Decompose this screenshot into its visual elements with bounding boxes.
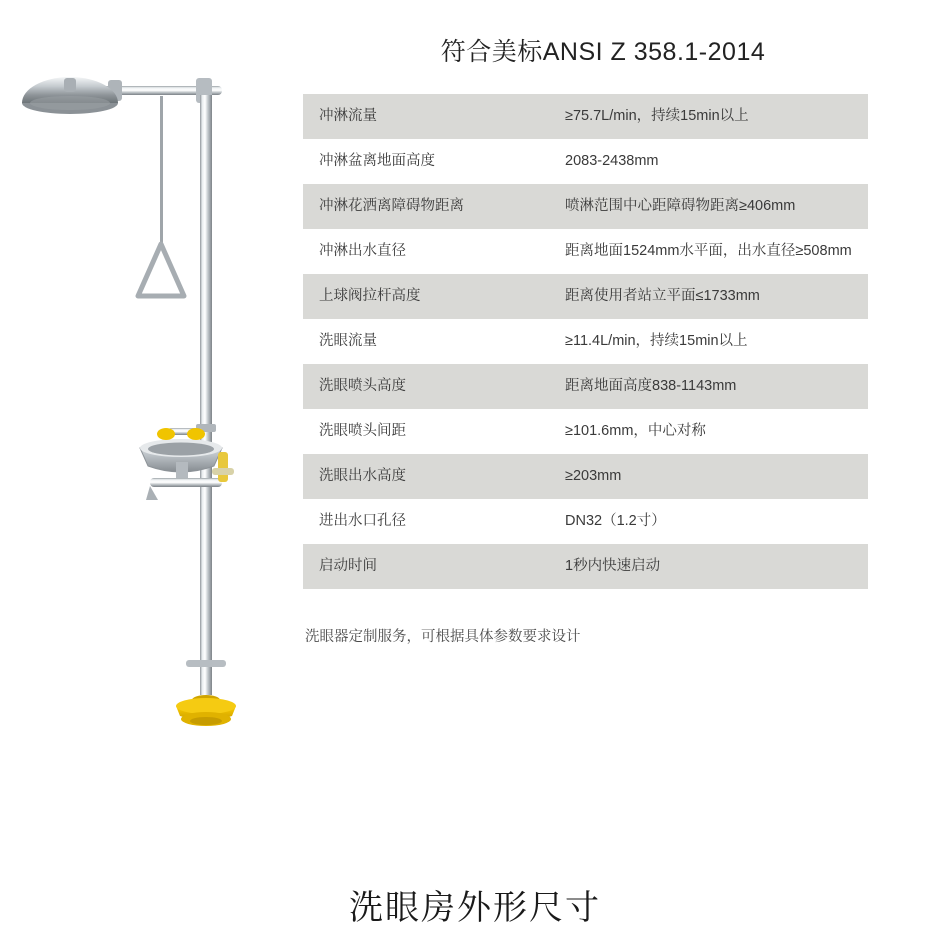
spec-key: 上球阀拉杆高度: [319, 288, 421, 305]
eyewash-lower-arm: [150, 478, 222, 487]
spec-table: [303, 94, 868, 589]
table-row: [303, 499, 868, 544]
product-image: [0, 0, 300, 800]
spec-value: 距离地面1524mm水平面，出水直径≥508mm: [565, 243, 852, 260]
shower-head-neck: [64, 78, 76, 92]
table-row: [303, 139, 868, 184]
spec-value: 喷淋范围中心距障碍物距离≥406mm: [565, 198, 796, 215]
standard-title: 符合美标ANSI Z 358.1-2014: [440, 38, 766, 66]
table-row: [303, 319, 868, 364]
table-row: [303, 544, 868, 589]
custom-service-note: 洗眼器定制服务，可根据具体参数要求设计: [305, 629, 581, 645]
table-row: [303, 409, 868, 454]
spec-key: 进出水口孔径: [319, 513, 406, 530]
eyewash-label-tag: [212, 468, 234, 475]
spec-value: ≥11.4L/min，持续15min以上: [565, 333, 748, 350]
pull-rod: [160, 96, 163, 246]
table-row: [303, 454, 868, 499]
spec-value: 距离地面高度838-1143mm: [565, 378, 737, 395]
spec-value: ≥203mm: [565, 468, 622, 485]
eyewash-handle-yellow: [218, 452, 228, 482]
foot-pedal-arm: [186, 660, 226, 667]
table-row: [303, 229, 868, 274]
pull-rod-triangle-handle: [138, 244, 184, 296]
spec-panel: [303, 0, 903, 646]
spec-key: 洗眼出水高度: [319, 468, 406, 485]
eyewash-nozzle-right: [187, 428, 205, 440]
spec-key: 洗眼流量: [319, 333, 377, 350]
spec-key: 冲淋流量: [319, 108, 377, 125]
spec-value: 1秒内快速启动: [565, 558, 661, 575]
spec-value: DN32（1.2寸）: [565, 513, 666, 530]
spec-value: ≥101.6mm，中心对称: [565, 423, 706, 440]
main-vertical-pipe: [200, 95, 212, 695]
eyewash-bracket: [146, 486, 158, 500]
spec-key: 洗眼喷头高度: [319, 378, 406, 395]
base-bottom: [190, 717, 222, 725]
spec-value: 距离使用者站立平面≤1733mm: [565, 288, 760, 305]
spec-key: 冲淋出水直径: [319, 243, 406, 260]
table-row: [303, 274, 868, 319]
spec-key: 冲淋花洒离障碍物距离: [319, 198, 464, 215]
foot-pedal-top: [176, 698, 236, 714]
table-row: [303, 94, 868, 139]
spec-value: 2083-2438mm: [565, 153, 659, 170]
spec-key: 冲淋盆离地面高度: [319, 153, 435, 170]
spec-key: 启动时间: [319, 558, 377, 575]
spec-key: 洗眼喷头间距: [319, 423, 406, 440]
shower-head-underside: [30, 96, 110, 110]
table-row: [303, 364, 868, 409]
section-title-dimensions: 洗眼房外形尺寸: [349, 889, 601, 927]
table-row: [303, 184, 868, 229]
spec-value: ≥75.7L/min，持续15min以上: [565, 108, 749, 125]
eyewash-bowl-inner: [148, 443, 214, 456]
eyewash-nozzle-left: [157, 428, 175, 440]
